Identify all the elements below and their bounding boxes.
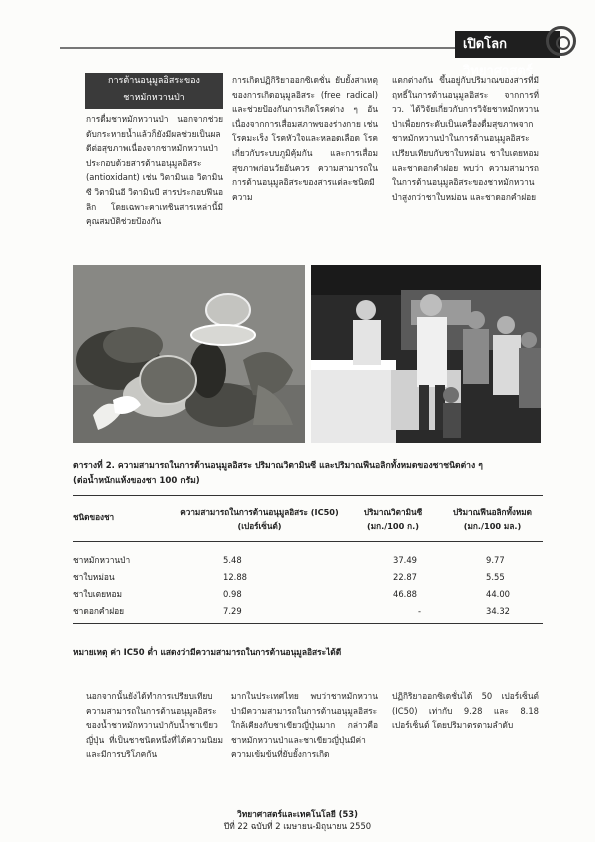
- table-header-vitamin-c-title: ปริมาณวิตามินซี: [363, 507, 423, 517]
- table-cell-vitamin-c: -: [418, 606, 422, 616]
- body-paragraph: นอกจากนั้นยังได้ทำการเปรียบเทียบความสามารถในการต้านอนุมูลอิสระของน้ำชาหมักหวานป่ากับน้ำชาเขียวญี่ปุ่น ที่เป็นชาชนิดหนึ่งที่ได้ความนิยม และมีการบริโภคกัน: [86, 691, 223, 760]
- table-cell-ic50: 12.88: [223, 572, 247, 582]
- table-header-vitamin-c: [348, 505, 438, 533]
- body-column-1: [86, 112, 223, 229]
- table-cell-vitamin-c: 22.87: [393, 572, 417, 582]
- table-cell-vitamin-c: 46.88: [393, 589, 417, 599]
- section-heading: [85, 73, 223, 109]
- table-row: [73, 587, 543, 604]
- table-cell-phenolic: 9.77: [486, 555, 505, 565]
- table-cell-phenolic: 5.55: [486, 572, 505, 582]
- body-paragraph: มากในประเทศไทย พบว่าชาหมักหวานป่ามีความสามารถในการต้านอนุมูลอิสระใกล้เคียงกับชาเขียวญี่ปุ่นมาก กล่าวคือชาหมักหวานป่าและชาเขียวญี่ปุ่นมีค่าความเข้มข้นที่ยับยั้งการเกิด: [231, 691, 378, 760]
- tea-set-photo: [73, 265, 305, 443]
- body-paragraph: การเกิดปฏิกิริยาออกซิเดชั่น ยับยั้งสาเหตุของการเกิดอนุมูลอิสระ (free radical) และช่วยป้องกันการเกิดโรคต่าง ๆ อันเนื่องจากการเสื่อมสภาพของร่างกาย เช่น โรคมะเร็ง โรคหัวใจและหลอดเลือด โรคเกี่ยวกับระบบภูมิคุ้มกัน และการเสื่อมสุขภาพก่อนวัยอันควร ความสามารถในการต้านอนุมูลอิสระของสารแต่ละชนิดมีความ: [232, 75, 378, 202]
- table-cell-ic50: 0.98: [223, 589, 242, 599]
- footer-issue: ปีที่ 22 ฉบับที่ 2 เมษายน-มิถุนายน 2550: [223, 821, 372, 831]
- bottom-column-2: [231, 689, 378, 762]
- table-caption-line1: ตารางที่ 2. ความสามารถในการต้านอนุมูลอิสระ ปริมาณวิตามินซี และปริมาณฟีนอลิกทั้งหมดของชาชนิดต่าง ๆ: [73, 461, 483, 471]
- table-cell-phenolic: 34.32: [486, 606, 510, 616]
- table-header-phenolic-title: ปริมาณฟีนอลิกทั้งหมด: [453, 507, 532, 517]
- table-header-ic50-unit: (เปอร์เซ็นต์): [237, 521, 282, 531]
- section-heading-line2: ชาหมักหวานป่า: [123, 93, 185, 103]
- table-row: [73, 604, 543, 621]
- table-top-rule: [73, 495, 543, 496]
- table-note: หมายเหตุ ค่า IC50 ต่ำ แสดงว่ามีความสามารถในการต้านอนุมูลอิสระได้ดี: [73, 647, 342, 657]
- table-body: [73, 553, 543, 621]
- table-header-rule: [73, 541, 543, 542]
- bottom-column-1: [86, 689, 223, 762]
- table-cell-phenolic: 44.00: [486, 589, 510, 599]
- exhibition-booth-photo: [311, 265, 541, 443]
- section-heading-line1: การต้านอนุมูลอิสระของ: [108, 76, 200, 86]
- page-footer: [200, 808, 395, 832]
- table-header-phenolic-unit: (มก./100 มล.): [463, 521, 522, 531]
- table-cell-ic50: 7.29: [223, 606, 242, 616]
- table-caption: [73, 459, 543, 489]
- table-row: [73, 570, 543, 587]
- table-header-phenolic: [440, 505, 545, 533]
- table-caption-line2: (ต่อน้ำหนักแห้งของชา 100 กรัม): [73, 476, 200, 486]
- footer-journal: วิทยาศาสตร์และเทคโนโลยี (53): [237, 809, 358, 819]
- table-cell-tea: ชาใบหม่อน: [73, 572, 115, 582]
- table-header-tea-type: ชนิดของชา: [73, 512, 115, 522]
- table-header-ic50-title: ความสามารถในการต้านอนุมูลอิสระ (IC50): [180, 507, 339, 517]
- table-bottom-rule: [73, 623, 543, 624]
- table-row: [73, 553, 543, 570]
- table-header-ic50: [172, 505, 347, 533]
- header-tab: เปิดโลกวิทยาศาสตร์: [455, 31, 560, 58]
- table-cell-tea: ชาดอกคำฝอย: [73, 606, 125, 616]
- table-cell-vitamin-c: 37.49: [393, 555, 417, 565]
- table-cell-ic50: 5.48: [223, 555, 242, 565]
- body-paragraph: แตกต่างกัน ขึ้นอยู่กับปริมาณของสารที่มีฤทธิ์ในการต้านอนุมูลอิสระ จากการที่ วว. ได้วิจัยเกี่ยวกับการวิจัยชาหมักหวานป่าเพื่อยกระดับเป็นเครื่องดื่มสุขภาพจากชาหมักหวานป่าในการต้านอนุมูลอิสระ เปรียบเทียบกับชาใบหม่อน ชาใบเตยหอม และชาดอกคำฝอย พบว่า ความสามารถในการต้านอนุมูลอิสระของชาหมักหวานป่าสูงกว่าชาใบหม่อน และชาดอกคำฝอย: [392, 75, 539, 202]
- bottom-column-3: [392, 689, 539, 733]
- table-header-vitamin-c-unit: (มก./100 ก.): [367, 521, 419, 531]
- header-ring-icon: [546, 26, 576, 56]
- header-rule: [60, 47, 455, 49]
- body-column-3: [392, 73, 539, 204]
- body-column-2: [232, 73, 378, 204]
- table-cell-tea: ชาใบเตยหอม: [73, 589, 123, 599]
- table-cell-tea: ชาหมักหวานป่า: [73, 555, 131, 565]
- body-paragraph: ปฏิกิริยาออกซิเดชั่นได้ 50 เปอร์เซ็นต์ (IC50) เท่ากับ 9.28 และ 8.18 เปอร์เซ็นต์ โดยปริมาตรตามลำดับ: [392, 691, 539, 731]
- body-paragraph: การดื่มชาหมักหวานป่า นอกจากช่วยดับกระหายน้ำแล้วก็ยังมีผลช่วยเป็นผลดีต่อสุขภาพเนื่องจากชาหมักหวานป่าประกอบด้วยสารต้านอนุมูลอิสระ (antioxidant) เช่น วิตามินเอ วิตามินซี วิตามินอี วิตามินบี สารประกอบฟีนอลิก โดยเฉพาะคาเทชินสารเหล่านี้มีคุณสมบัติช่วยป้องกัน: [86, 114, 223, 227]
